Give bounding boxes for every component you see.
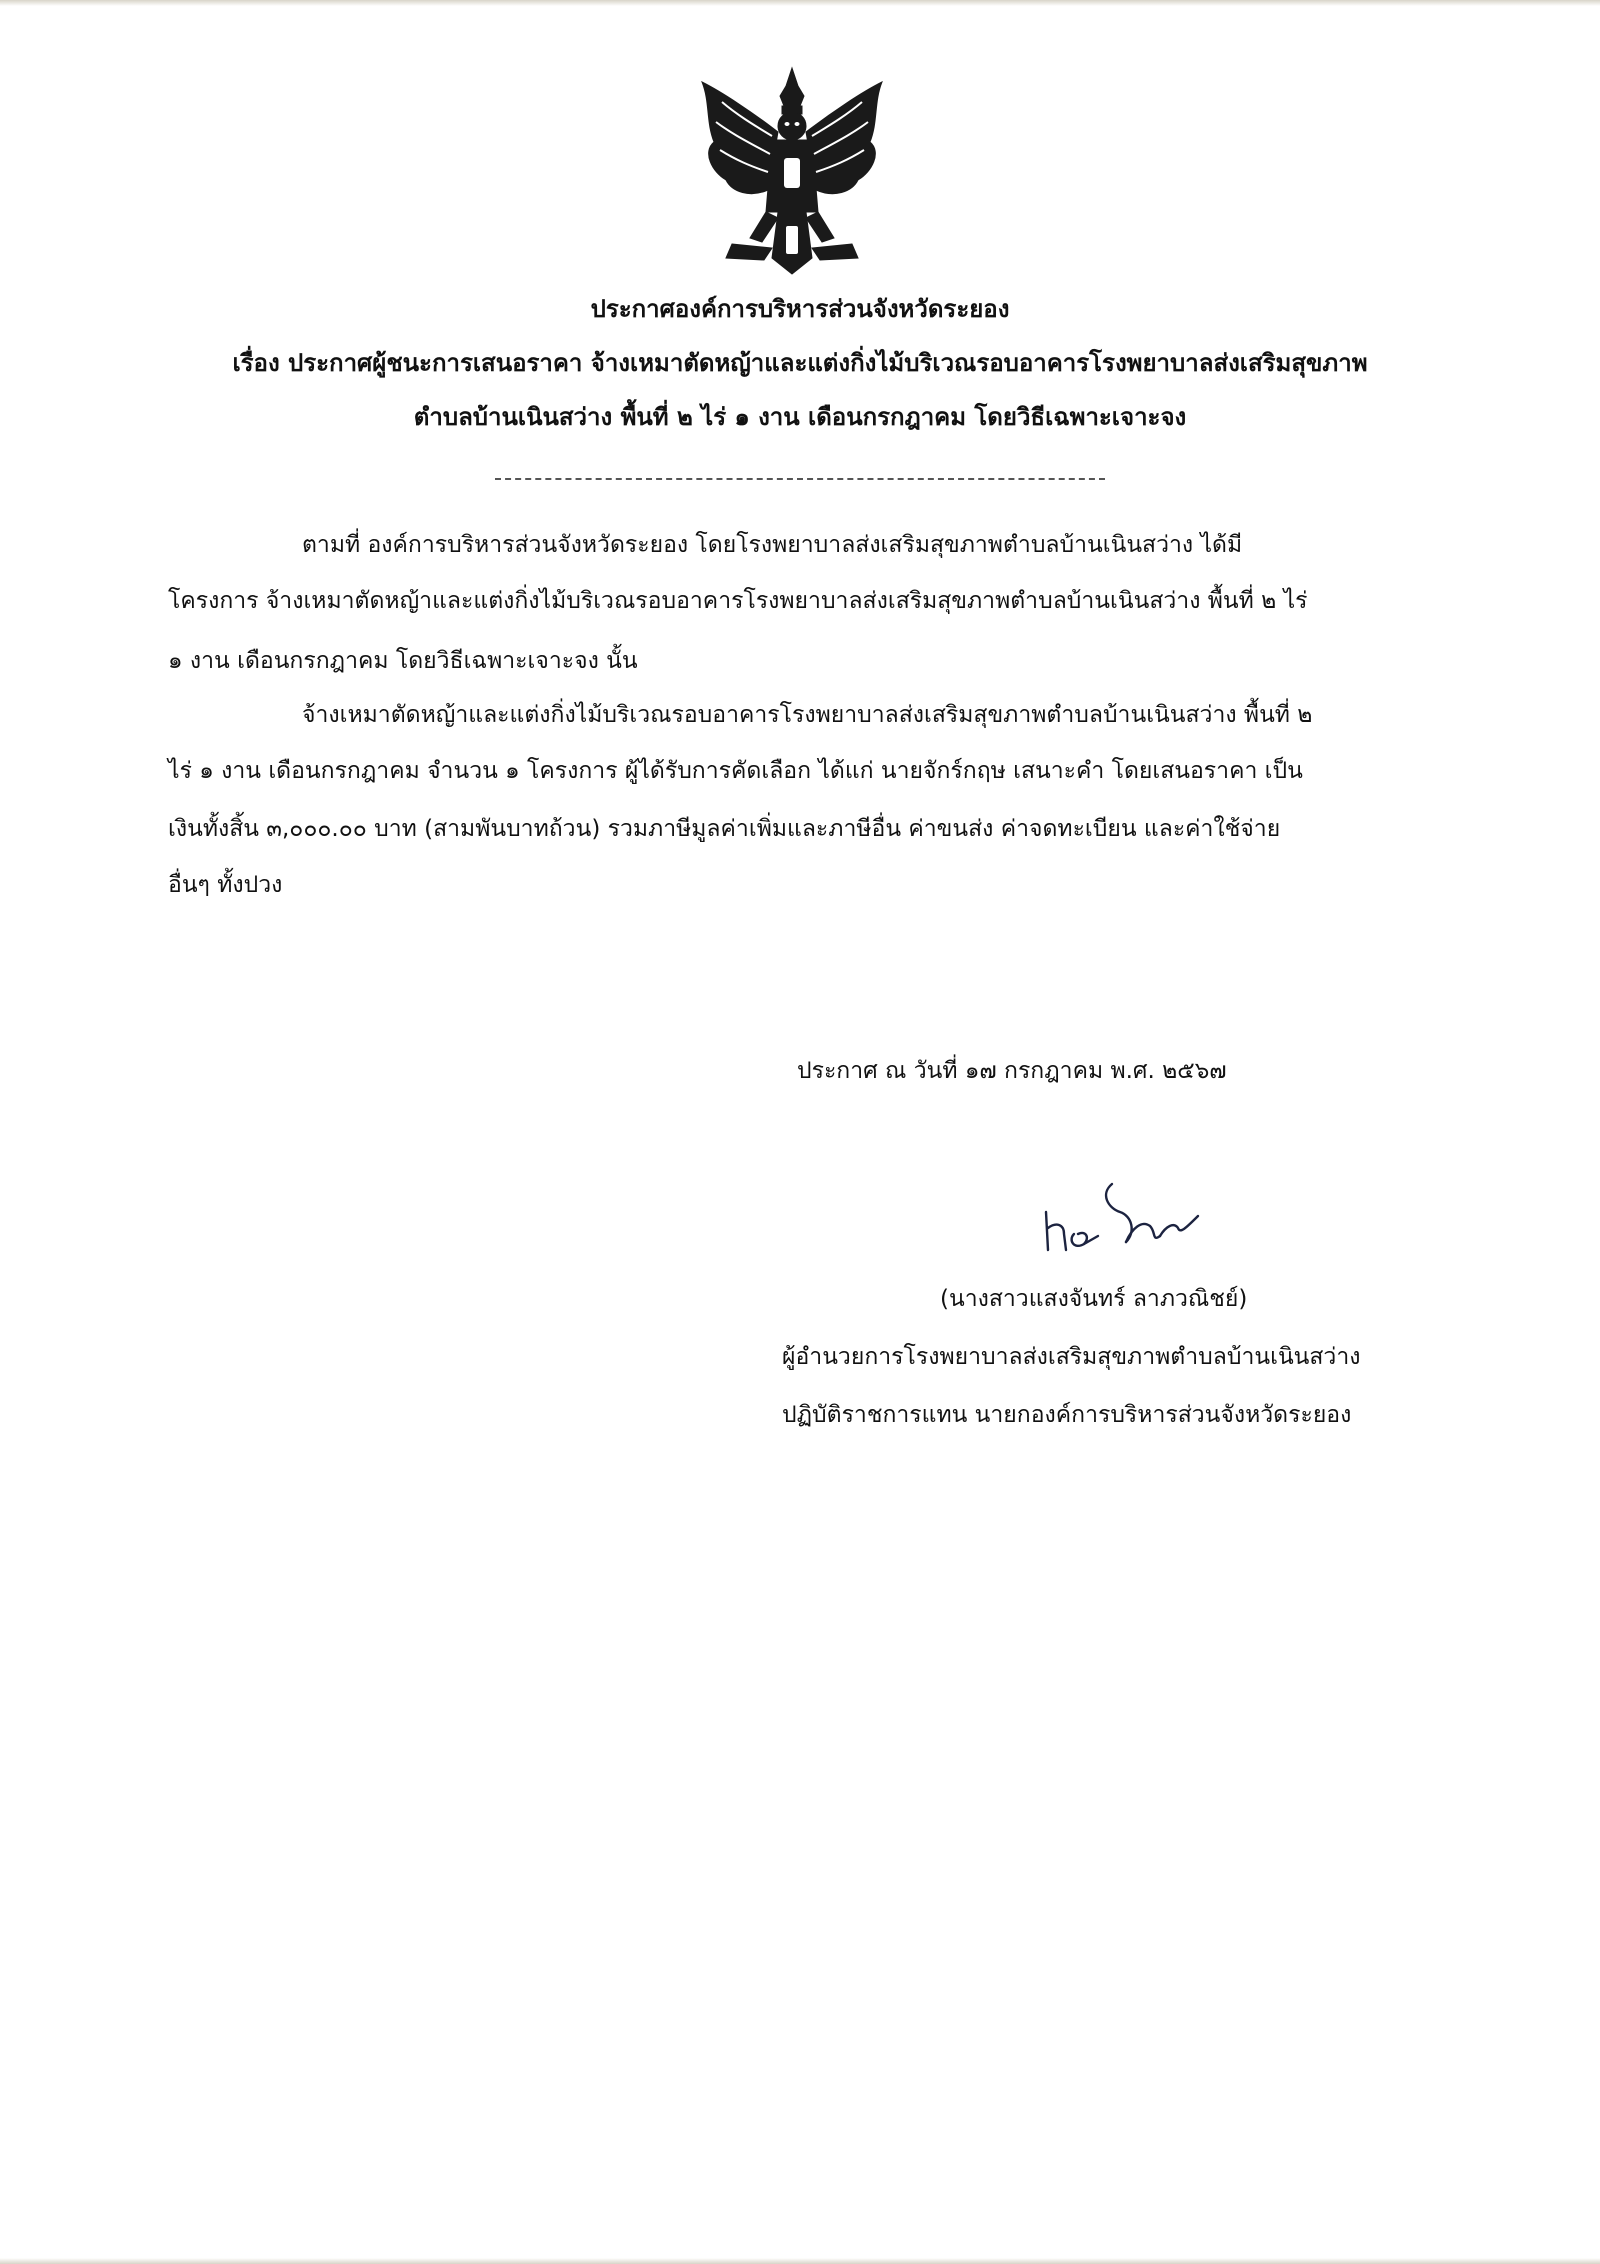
paragraph-2-line-3: เงินทั้งสิ้น ๓,๐๐๐.๐๐ บาท (สามพันบาทถ้วน) รวมภาษีมูลค่าเพิ่มและภาษีอื่น ค่าขนส่ง ค่าจดทะเบียน และค่าใช้จ่าย — [168, 816, 1281, 842]
paragraph-2-line-2: ไร่ ๑ งาน เดือนกรกฎาคม จำนวน ๑ โครงการ ผู้ได้รับการคัดเลือก ได้แก่ นายจักร์กฤษ เสนาะคำ โดยเสนอราคา เป็น — [168, 758, 1303, 784]
signatory-name: (นางสาวแสงจันทร์ ลาภวณิชย์) — [940, 1286, 1248, 1312]
announcement-date: ประกาศ ณ วันที่ ๑๗ กรกฎาคม พ.ศ. ๒๕๖๗ — [797, 1058, 1227, 1084]
scan-edge-top — [0, 0, 1600, 6]
section-divider — [495, 478, 1105, 480]
scan-edge-bottom — [0, 2258, 1600, 2264]
announcement-title: ประกาศองค์การบริหารส่วนจังหวัดระยอง — [590, 295, 1010, 323]
garuda-emblem-icon — [692, 62, 892, 292]
handwritten-signature — [1038, 1178, 1208, 1258]
paragraph-2-line-1: จ้างเหมาตัดหญ้าและแต่งกิ่งไม้บริเวณรอบอาคารโรงพยาบาลส่งเสริมสุขภาพตำบลบ้านเนินสว่าง พื้นที่ ๒ — [302, 702, 1313, 728]
paragraph-2-line-4: อื่นๆ ทั้งปวง — [168, 872, 283, 898]
paragraph-1-line-3: ๑ งาน เดือนกรกฎาคม โดยวิธีเฉพาะเจาะจง นั้น — [168, 648, 638, 674]
paragraph-1-line-1: ตามที่ องค์การบริหารส่วนจังหวัดระยอง โดยโรงพยาบาลส่งเสริมสุขภาพตำบลบ้านเนินสว่าง ได้มี — [302, 532, 1243, 558]
subject-line-2: ตำบลบ้านเนินสว่าง พื้นที่ ๒ ไร่ ๑ งาน เดือนกรกฎาคม โดยวิธีเฉพาะเจาะจง — [413, 403, 1187, 431]
paragraph-1-line-2: โครงการ จ้างเหมาตัดหญ้าและแต่งกิ่งไม้บริเวณรอบอาคารโรงพยาบาลส่งเสริมสุขภาพตำบลบ้านเนินสว่าง พื้นที่ ๒ ไร่ — [168, 588, 1308, 614]
signatory-position: ผู้อำนวยการโรงพยาบาลส่งเสริมสุขภาพตำบลบ้านเนินสว่าง — [782, 1344, 1361, 1370]
signatory-acting-position: ปฏิบัติราชการแทน นายกองค์การบริหารส่วนจังหวัดระยอง — [782, 1402, 1352, 1428]
subject-line-1: เรื่อง ประกาศผู้ชนะการเสนอราคา จ้างเหมาตัดหญ้าและแต่งกิ่งไม้บริเวณรอบอาคารโรงพยาบาลส่งเสริมสุขภาพ — [232, 349, 1368, 377]
